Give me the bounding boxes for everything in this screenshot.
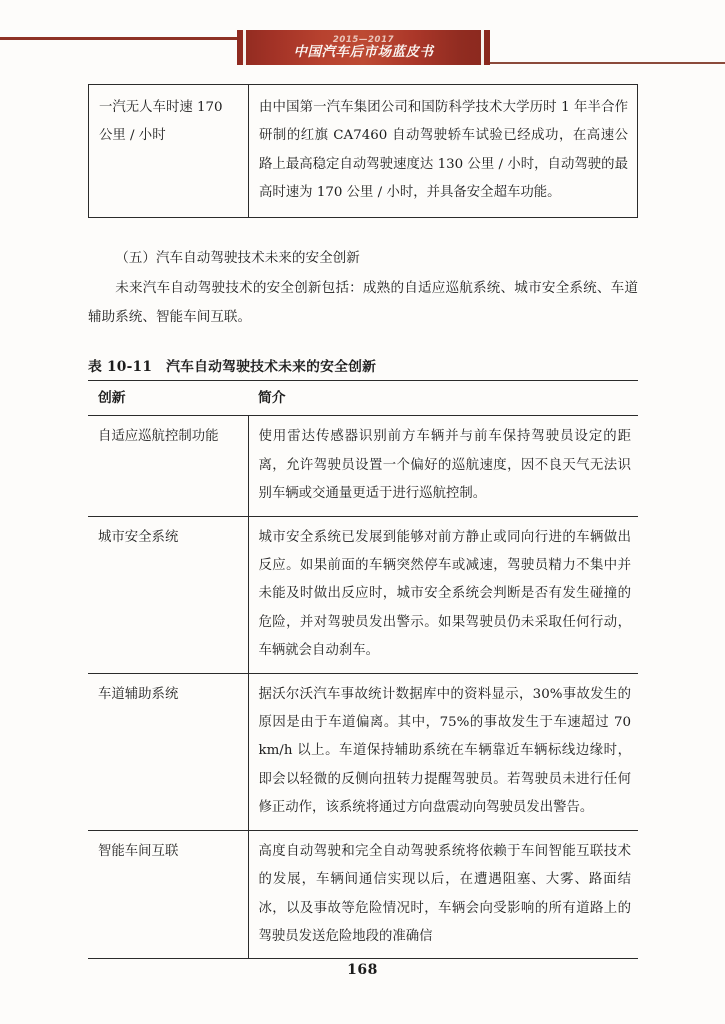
- innovation-intro: 使用雷达传感器识别前方车辆并与前车保持驾驶员设定的距离，允许驾驶员设置一个偏好的巡航速度，因不良天气无法识别车辆或交通量更适于进行巡航控制。: [258, 429, 631, 502]
- table-caption-title: 汽车自动驾驶技术未来的安全创新: [166, 359, 377, 376]
- running-header: [0, 0, 725, 80]
- innovation-name: 城市安全系统: [98, 529, 179, 545]
- header-banner: [237, 30, 490, 65]
- continued-table-term: 一汽无人车时速 170 公里 / 小时: [99, 100, 223, 144]
- innovation-intro-cell: [248, 830, 638, 959]
- innovation-name-cell: [88, 516, 248, 673]
- innovation-name-cell: [88, 673, 248, 830]
- column-header-intro: 简介: [248, 381, 638, 416]
- table-row: [88, 830, 638, 959]
- header-rule-right: [488, 62, 725, 64]
- table-caption: [88, 355, 638, 375]
- innovation-intro-cell: [248, 516, 638, 673]
- continued-table-description-cell: [249, 85, 638, 218]
- table-row: [88, 416, 638, 516]
- banner-stripe-right: [481, 30, 484, 65]
- header-rule-left: [0, 37, 240, 40]
- banner-stripe-left: [243, 30, 246, 65]
- table-header-row: [88, 381, 638, 416]
- table-caption-label: 表 10-11: [88, 359, 153, 376]
- page-number: 168: [347, 962, 378, 978]
- page-body: [88, 84, 638, 959]
- innovation-name-cell: [88, 830, 248, 959]
- innovation-table: [88, 380, 638, 959]
- innovation-intro: 据沃尔沃汽车事故统计数据库中的资料显示，30%事故发生的原因是由于车道偏离。其中，75%的事故发生于车速超过 70 km/h 以上。车道保持辅助系统在车辆靠近车辆标线边缘时，即会以轻微的反侧向扭转力提醒驾驶员。若驾驶员未进行任何修正动作，该系统将通过方向盘震动向驾驶员发出警告。: [258, 686, 631, 816]
- innovation-name: 智能车间互联: [98, 843, 179, 859]
- innovation-name: 自适应巡航控制功能: [98, 429, 219, 445]
- innovation-name: 车道辅助系统: [98, 686, 179, 702]
- table-row: [88, 516, 638, 673]
- innovation-intro: 城市安全系统已发展到能够对前方静止或同向行进的车辆做出反应。如果前面的车辆突然停车或减速，驾驶员精力不集中并未能及时做出反应时，城市安全系统会判断是否有发生碰撞的危险，并对驾驶员发出警示。如果驾驶员仍未采取任何行动，车辆就会自动刹车。: [258, 529, 631, 659]
- table-row: [88, 673, 638, 830]
- continued-table-description: 由中国第一汽车集团公司和国防科学技术大学历时 1 年半合作研制的红旗 CA7460 自动驾驶轿车试验已经成功，在高速公路上最高稳定自动驾驶速度达 130 公里 / 小时，自动驾驶的最高时速为 170 公里 / 小时，并具备安全超车功能。: [259, 100, 628, 201]
- innovation-intro: 高度自动驾驶和完全自动驾驶系统将依赖于车间智能互联技术的发展，车辆间通信实现以后，在遭遇阻塞、大雾、路面结冰，以及事故等危险情况时，车辆会向受影响的所有道路上的驾驶员发送危险地段的准确信: [258, 843, 631, 944]
- continued-table: [88, 84, 638, 218]
- innovation-intro-cell: [248, 673, 638, 830]
- banner-book-title: 中国汽车后市场蓝皮书: [293, 44, 434, 61]
- column-header-innovation: 创新: [88, 381, 248, 416]
- banner-year-range: 2015—2017: [332, 34, 395, 45]
- continued-table-term-cell: [89, 85, 249, 218]
- innovation-intro-cell: [248, 416, 638, 516]
- banner-inner: [251, 30, 476, 65]
- section-heading: （五）汽车自动驾驶技术未来的安全创新: [115, 249, 360, 266]
- innovation-name-cell: [88, 416, 248, 516]
- section-paragraph: 未来汽车自动驾驶技术的安全创新包括：成熟的自适应巡航系统、城市安全系统、车道辅助系统、智能车间互联。: [88, 279, 638, 326]
- table-row: [89, 85, 638, 218]
